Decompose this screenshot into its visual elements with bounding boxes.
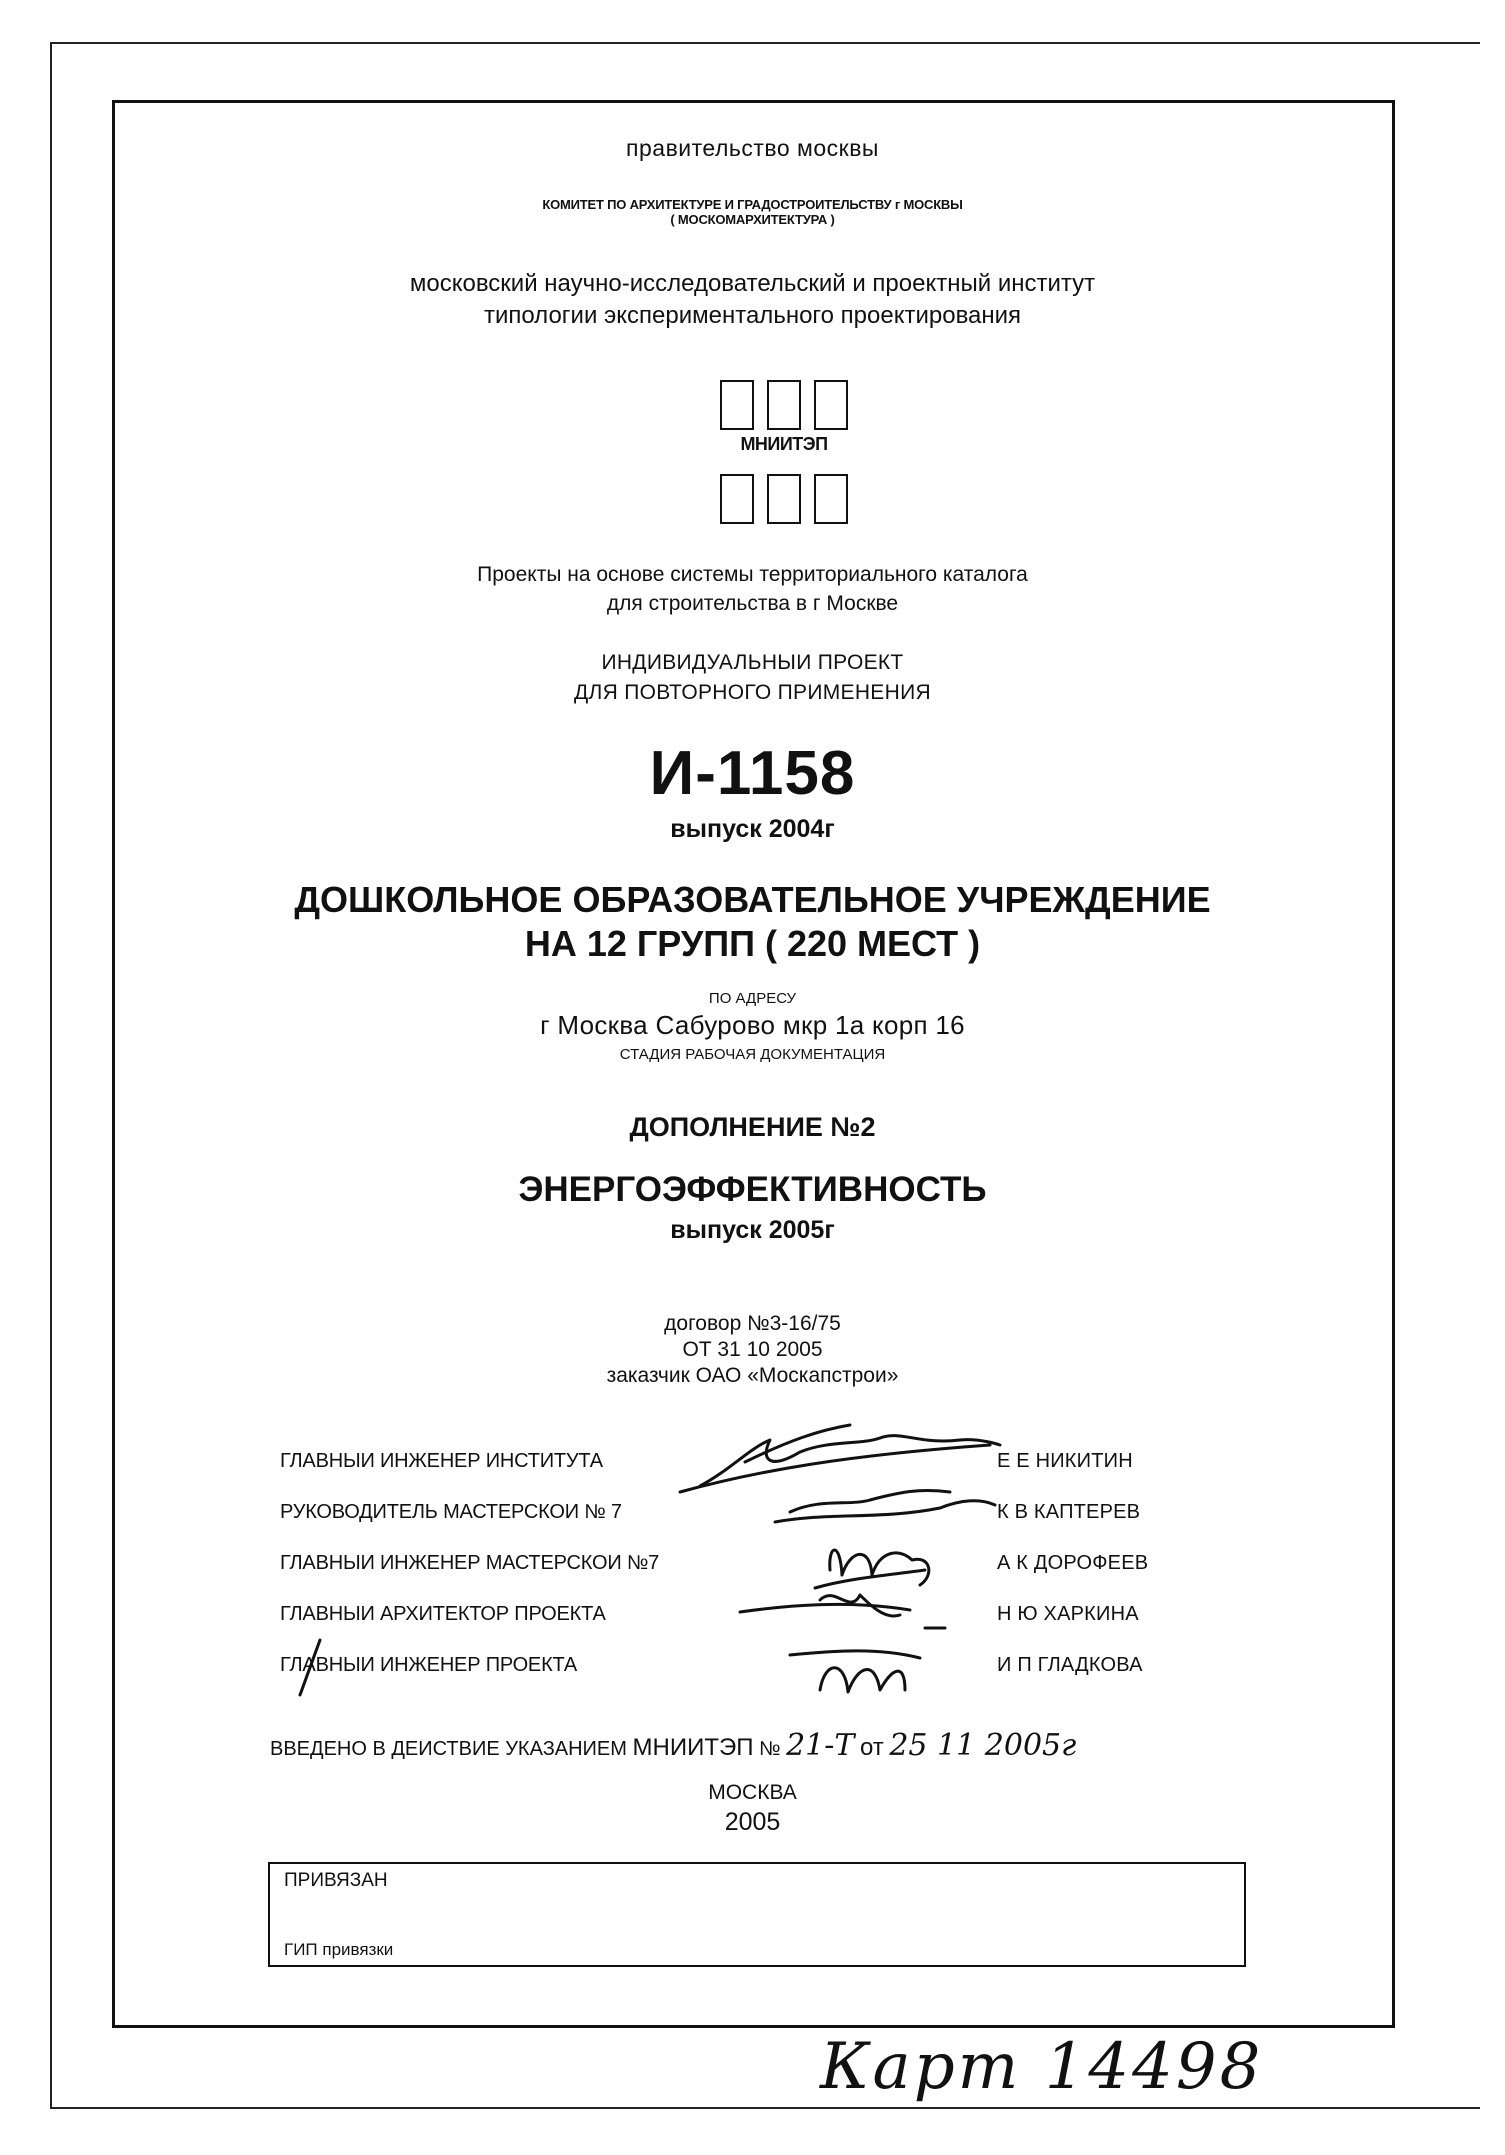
supplement-issue: выпуск 2005г: [670, 1216, 835, 1244]
project-type-line-1: ИНДИВИДУАЛЬНЫИ ПРОЕКТ: [601, 651, 904, 674]
binding-gip-label: ГИП привязки: [284, 1940, 394, 1959]
project-issue: выпуск 2004г: [670, 815, 835, 843]
address-label: ПО АДРЕСУ: [708, 990, 797, 1007]
signatory-role: ГЛАВНЫИ ИНЖЕНЕР ПРОЕКТА: [280, 1654, 578, 1676]
institute-line-2: типологии экспериментального проектирования: [483, 302, 1022, 329]
enactment-date: 25 11 2005г: [889, 1728, 1077, 1763]
enactment-prefix: ВВЕДЕНО В ДЕИСТВИЕ УКАЗАНИЕМ: [270, 1738, 627, 1760]
signatory-name: А К ДОРОФЕЕВ: [997, 1552, 1149, 1574]
project-number: И-1158: [649, 739, 856, 808]
logo-text: МНИИТЭП: [740, 434, 828, 454]
institute-line-1: московский научно-исследовательский и проектный институт: [409, 270, 1096, 297]
signatory-role: ГЛАВНЫИ ИНЖЕНЕР ИНСТИТУТА: [280, 1450, 603, 1472]
footer-year: 2005: [724, 1808, 781, 1836]
binding-bound-label: ПРИВЯЗАН: [284, 1870, 388, 1891]
committee-line-1: КОМИТЕТ ПО АРХИТЕКТУРЕ И ГРАДОСТРОИТЕЛЬСТВУ г МОСКВЫ: [542, 197, 963, 212]
supplement-subject: ЭНЕРГОЭФФЕКТИВНОСТЬ: [518, 1170, 987, 1209]
project-basis-line-1: Проекты на основе системы территориального каталога: [477, 563, 1028, 586]
government-heading: правительство москвы: [626, 135, 879, 161]
project-name-line-2: НА 12 ГРУПП ( 220 МЕСТ ): [524, 923, 981, 964]
enactment-no-label: №: [759, 1738, 781, 1760]
signatory-role: РУКОВОДИТЕЛЬ МАСТЕРСКОИ № 7: [280, 1501, 622, 1523]
supplement-title: ДОПОЛНЕНИЕ №2: [629, 1112, 876, 1142]
project-address: г Москва Сабурово мкр 1а корп 16: [540, 1010, 965, 1040]
contract-date: ОТ 31 10 2005: [682, 1338, 823, 1361]
project-type-line-2: ДЛЯ ПОВТОРНОГО ПРИМЕНЕНИЯ: [574, 681, 931, 704]
enactment-number: 21-Т: [786, 1728, 855, 1763]
signatory-name: Е Е НИКИТИН: [997, 1450, 1133, 1472]
handwritten-archive-note: Карт 14498: [820, 2030, 1264, 2104]
signatory-name: Н Ю ХАРКИНА: [997, 1603, 1139, 1625]
enactment-org: МНИИТЭП: [632, 1734, 754, 1761]
signatory-role: ГЛАВНЫИ АРХИТЕКТОР ПРОЕКТА: [280, 1603, 606, 1625]
contract-customer: заказчик ОАО «Москапстрои»: [606, 1364, 899, 1387]
binding-box: [268, 1862, 1246, 1967]
enactment-line: [270, 1728, 1076, 1763]
project-name-line-1: ДОШКОЛЬНОЕ ОБРАЗОВАТЕЛЬНОЕ УЧРЕЖДЕНИЕ: [294, 879, 1211, 920]
project-stage: СТАДИЯ РАБОЧАЯ ДОКУМЕНТАЦИЯ: [619, 1046, 886, 1063]
signatory-name: К В КАПТЕРЕВ: [997, 1501, 1141, 1523]
contract-number: договор №3-16/75: [664, 1312, 841, 1335]
signatory-role: ГЛАВНЫИ ИНЖЕНЕР МАСТЕРСКОИ №7: [280, 1552, 660, 1574]
enactment-from-label: от: [859, 1734, 884, 1761]
committee-line-2: ( МОСКОМАРХИТЕКТУРА ): [670, 212, 835, 227]
project-basis-line-2: для строительства в г Москве: [606, 592, 899, 615]
footer-city: МОСКВА: [708, 1781, 797, 1804]
signatory-name: И П ГЛАДКОВА: [997, 1654, 1143, 1676]
